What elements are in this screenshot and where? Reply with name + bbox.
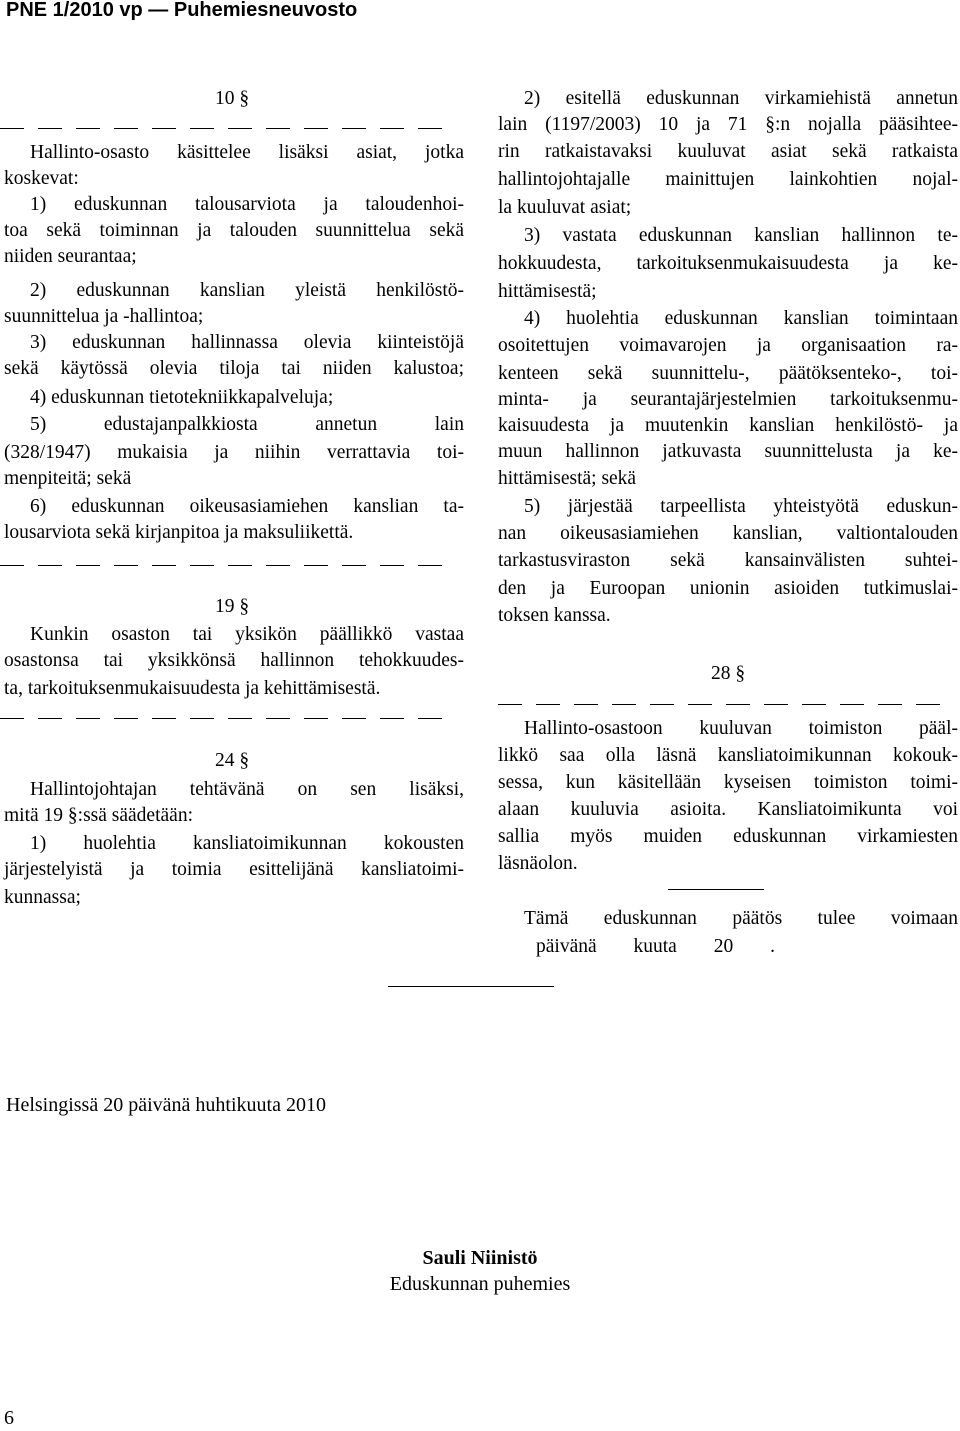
paragraph-line: toksen kanssa. — [498, 605, 611, 626]
paragraph-line: kenteen sekä suunnittelu-, päätöksenteko-, toi- — [498, 363, 958, 384]
paragraph-line: 1) eduskunnan talousarviota ja taloudenhoi- — [30, 194, 464, 215]
signatory-title: Eduskunnan puhemies — [389, 1273, 571, 1295]
effective-date-line: Tämä eduskunnan päätös tulee voimaan — [524, 908, 958, 929]
paragraph-line: 5) järjestää tarpeellista yhteistyötä eduskun- — [524, 496, 958, 517]
paragraph-line: hallintojohtajalle mainittujen lainkohtien nojal- — [498, 169, 958, 190]
paragraph-line: kunnassa; — [4, 887, 81, 908]
paragraph-line: sekä käytössä olevia tiloja tai niiden kalustoa; — [4, 358, 464, 379]
paragraph-line: läsnäolon. — [498, 853, 578, 874]
section-24-title: 24 § — [214, 750, 250, 771]
omission-dashes — [0, 565, 456, 567]
paragraph-line: Hallinto-osasto käsittelee lisäksi asiat, jotka — [30, 142, 464, 163]
paragraph-line: 3) vastata eduskunnan kanslian hallinnon te- — [524, 225, 958, 246]
place-and-date: Helsingissä 20 päivänä huhtikuuta 2010 — [6, 1094, 326, 1116]
paragraph-line: lousarviota sekä kirjanpitoa ja maksuliikettä. — [4, 522, 354, 543]
paragraph-line: osoitettujen voimavarojen ja organisaation ra- — [498, 335, 958, 356]
paragraph-line: 6) eduskunnan oikeusasiamiehen kanslian ta- — [30, 496, 464, 517]
section-28-title: 28 § — [710, 663, 746, 684]
paragraph-line: rin ratkaistavaksi kuuluvat asiat sekä ratkaista — [498, 141, 958, 162]
paragraph-line: kaisuudesta ja muutenkin kanslian henkilöstö- ja — [498, 415, 958, 436]
paragraph-line: sessa, kun käsitellään kyseisen toimiston toimi- — [498, 772, 958, 793]
omission-dashes — [0, 128, 456, 130]
paragraph-line: koskevat: — [4, 168, 79, 189]
paragraph-line: muun hallinnon jatkuvasta suunnittelusta ja ke- — [498, 441, 958, 462]
paragraph-line: 4) huolehtia eduskunnan kanslian toimintaan — [524, 308, 958, 329]
paragraph-line: (328/1947) mukaisia ja niihin verrattavia toi- — [4, 442, 464, 463]
paragraph-line: ta, tarkoituksenmukaisuudesta ja kehittämisestä. — [4, 678, 381, 699]
effective-date-line: päivänä kuuta 20 . — [536, 936, 775, 957]
paragraph-line: 4) eduskunnan tietotekniikkapalveluja; — [30, 387, 334, 408]
paragraph-line: suunnittelua ja -hallintoa; — [4, 306, 204, 327]
closing-rule — [668, 889, 764, 890]
paragraph-line: osastonsa tai yksikkönsä hallinnon tehokkuudes- — [4, 650, 464, 671]
paragraph-line: 2) eduskunnan kanslian yleistä henkilöstö- — [30, 280, 464, 301]
paragraph-line: den ja Euroopan unionin asioiden tutkimuslai- — [498, 578, 958, 599]
paragraph-line: Hallinto-osastoon kuuluvan toimiston pääl- — [524, 718, 958, 739]
paragraph-line: alaan kuuluvia asioita. Kansliatoimikunta voi — [498, 799, 958, 820]
paragraph-line: nan oikeusasiamiehen kanslian, valtiontalouden — [498, 523, 958, 544]
section-10-title: 10 § — [214, 88, 250, 109]
omission-dashes — [0, 718, 456, 720]
paragraph-line: niiden seurantaa; — [4, 246, 137, 267]
paragraph-line: minta- ja seurantajärjestelmien tarkoituksenmu- — [498, 389, 958, 410]
paragraph-line: järjestelyistä ja toimia esittelijänä kansliatoimi- — [4, 859, 464, 880]
paragraph-line: hokkuudesta, tarkoituksenmukaisuudesta ja ke- — [498, 253, 958, 274]
paragraph-line: hittämisestä; sekä — [498, 468, 637, 489]
omission-dashes — [498, 704, 954, 706]
section-19-title: 19 § — [214, 596, 250, 617]
paragraph-line: lain (1197/2003) 10 ja 71 §:n nojalla pääsihtee- — [498, 114, 958, 135]
paragraph-line: hittämisestä; — [498, 281, 597, 302]
paragraph-line: 3) eduskunnan hallinnassa olevia kiinteistöjä — [30, 332, 464, 353]
paragraph-line: 1) huolehtia kansliatoimikunnan kokousten — [30, 833, 464, 854]
paragraph-line: sallia myös muiden eduskunnan virkamiesten — [498, 826, 958, 847]
page-number: 6 — [4, 1407, 14, 1429]
signature-separator-rule — [388, 986, 554, 987]
paragraph-line: Kunkin osaston tai yksikön päällikkö vastaa — [30, 624, 464, 645]
paragraph-line: Hallintojohtajan tehtävänä on sen lisäksi, — [30, 779, 464, 800]
paragraph-line: la kuuluvat asiat; — [498, 197, 632, 218]
paragraph-line: tarkastusviraston sekä kansainvälisten suhtei- — [498, 550, 958, 571]
signatory-name: Sauli Niinistö — [422, 1247, 538, 1269]
paragraph-line: menpiteitä; sekä — [4, 468, 132, 489]
paragraph-line: toa sekä toiminnan ja talouden suunnittelua sekä — [4, 220, 464, 241]
paragraph-line: mitä 19 §:ssä säädetään: — [4, 805, 193, 826]
page-header: PNE 1/2010 vp — Puhemiesneuvosto — [6, 0, 358, 21]
paragraph-line: likkö saa olla läsnä kansliatoimikunnan kokouk- — [498, 745, 958, 766]
paragraph-line: 5) edustajanpalkkiosta annetun lain — [30, 414, 464, 435]
paragraph-line: 2) esitellä eduskunnan virkamiehistä annetun — [524, 88, 958, 109]
